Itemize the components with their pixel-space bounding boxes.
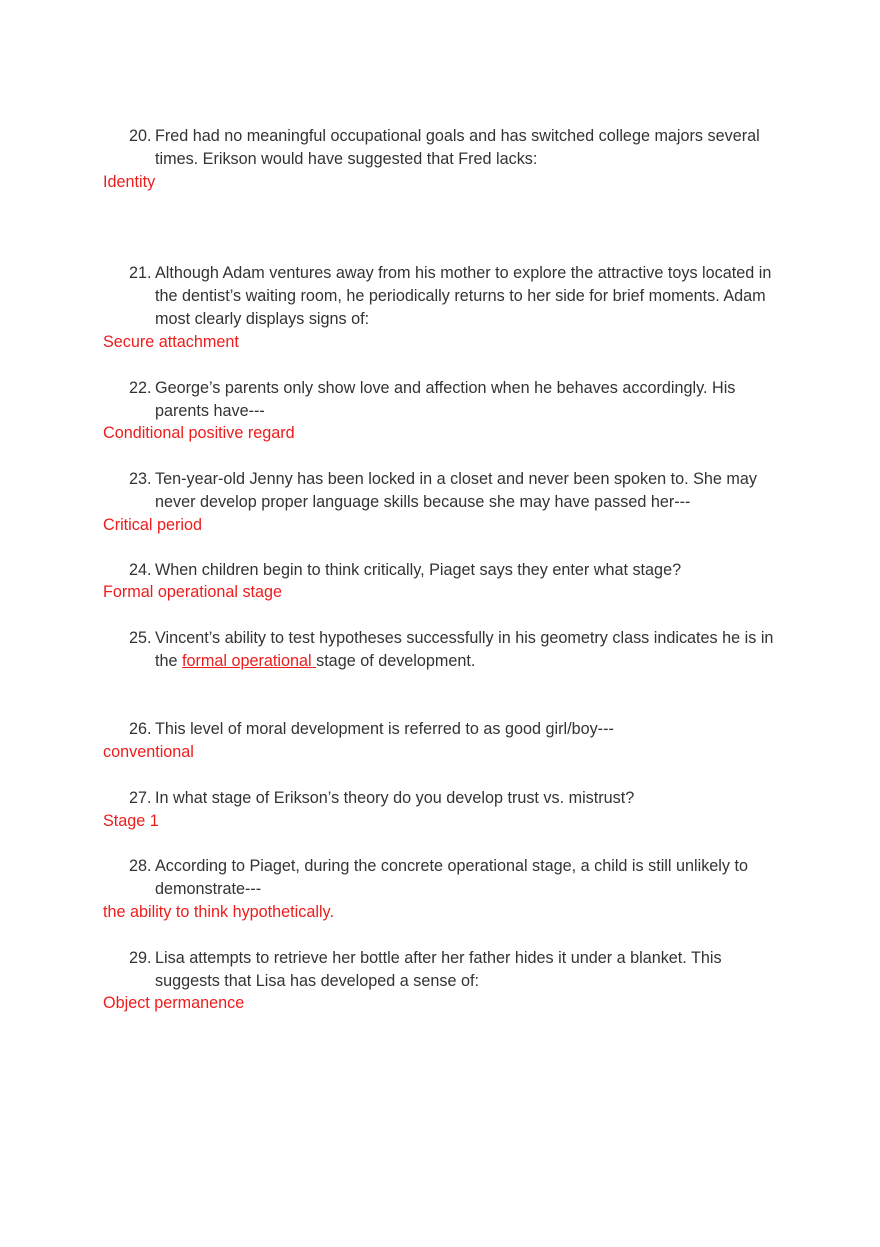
- question-text: When children begin to think critically, Piaget says they enter what stage?: [155, 561, 682, 579]
- question-number: 21.: [129, 264, 152, 282]
- question-number: 28.: [129, 857, 152, 875]
- question-text: [155, 627, 789, 673]
- answer-23: Critical period: [103, 516, 202, 534]
- question-number: 27.: [129, 789, 152, 807]
- inline-answer: formal operational: [182, 652, 317, 670]
- question-number: 23.: [129, 470, 152, 488]
- question-number: 26.: [129, 720, 152, 738]
- question-20: [129, 125, 789, 171]
- question-text-before: Vincent’s ability to test hypotheses successfully in his geometry class indicates he is in the: [155, 629, 774, 670]
- answer-22: Conditional positive regard: [103, 424, 295, 442]
- question-text: According to Piaget, during the concrete operational stage, a child is still unlikely to demonstrate---: [155, 857, 748, 898]
- question-number: 22.: [129, 379, 152, 397]
- answer-28: the ability to think hypothetically.: [103, 903, 334, 921]
- answer-24: Formal operational stage: [103, 583, 283, 601]
- question-text: Lisa attempts to retrieve her bottle after her father hides it under a blanket. This suggests that Lisa has developed a sense of:: [155, 949, 722, 990]
- question-number: 29.: [129, 949, 152, 967]
- question-text: In what stage of Erikson’s theory do you develop trust vs. mistrust?: [155, 789, 635, 807]
- question-25: [129, 627, 789, 673]
- answer-21: Secure attachment: [103, 333, 239, 351]
- question-22: [129, 377, 789, 423]
- question-23: [129, 468, 789, 514]
- question-26: [129, 718, 789, 741]
- question-21: [129, 262, 789, 331]
- question-number: 25.: [129, 629, 152, 647]
- question-text: Ten-year-old Jenny has been locked in a closet and never been spoken to. She may never develop proper language skills because she may have passed her---: [155, 470, 758, 511]
- question-text-after: stage of development.: [316, 652, 476, 670]
- answer-26: conventional: [103, 743, 194, 761]
- question-number: 20.: [129, 127, 152, 145]
- question-text: George’s parents only show love and affection when he behaves accordingly. His parents have---: [155, 379, 736, 420]
- question-text: Although Adam ventures away from his mother to explore the attractive toys located in the dentist’s waiting room, he periodically returns to her side for brief moments. Adam most clearly displays signs of:: [155, 264, 772, 328]
- answer-29: Object permanence: [103, 994, 245, 1012]
- question-text: Fred had no meaningful occupational goals and has switched college majors several times. Erikson would have suggested that Fred lacks:: [155, 127, 760, 168]
- question-28: [129, 855, 789, 901]
- answer-27: Stage 1: [103, 812, 159, 830]
- question-27: [129, 787, 789, 810]
- question-number: 24.: [129, 561, 152, 579]
- question-29: [129, 947, 789, 993]
- answer-20: Identity: [103, 173, 156, 191]
- question-24: [129, 559, 789, 582]
- question-text: This level of moral development is referred to as good girl/boy---: [155, 720, 614, 738]
